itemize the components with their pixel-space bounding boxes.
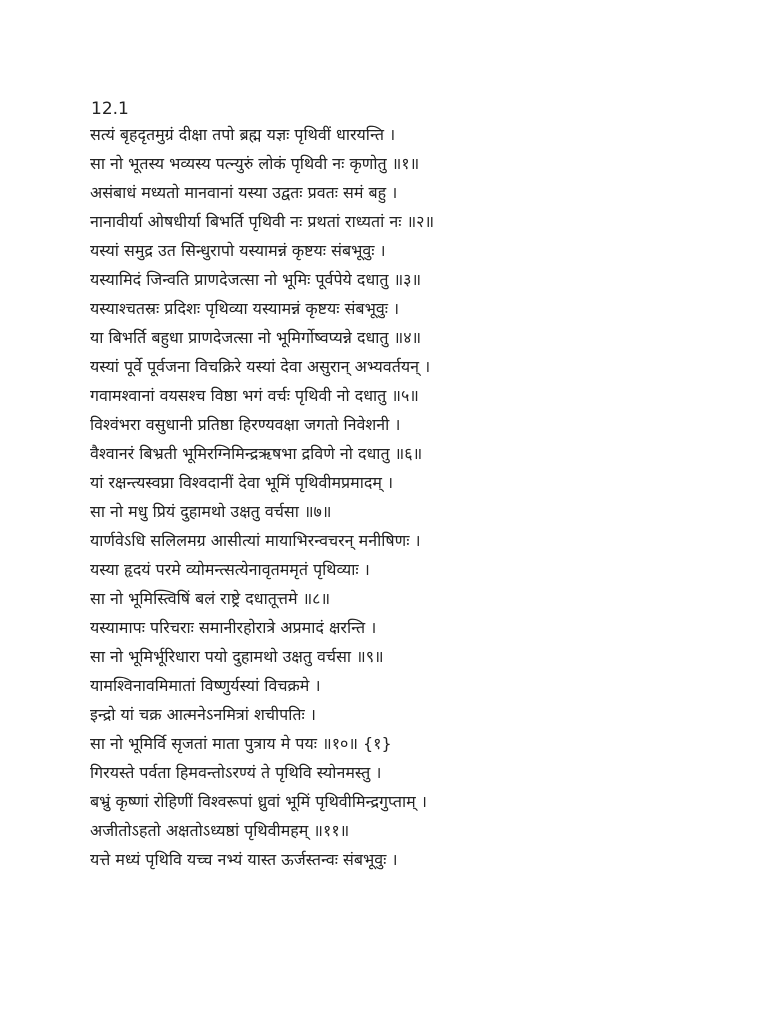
- verse-line: यस्या हृदयं परमे व्योमन्त्सत्येनावृतममृतं पृथिव्याः ।: [90, 560, 370, 579]
- verse-list: [90, 120, 750, 874]
- verse-line: सा नो भूतस्य भव्यस्य पत्न्युरुं लोकं पृथिवी नः कृणोतु ॥१॥: [90, 154, 420, 173]
- verse-line: यस्यां पूर्वे पूर्वजना विचक्रिरे यस्यां देवा असुरान् अभ्यवर्तयन् ।: [90, 357, 431, 376]
- verse-line: सत्यं बृहदृतमुग्रं दीक्षा तपो ब्रह्म यज्ञः पृथिवीं धारयन्ति ।: [90, 125, 396, 144]
- verse-line: यार्णवेऽधि सलिलमग्र आसीत्यां मायाभिरन्वचरन् मनीषिणः ।: [90, 531, 421, 550]
- verse-line: सा नो भूमिर्भूरिधारा पयो दुहामथो उक्षतु वर्चसा ॥९॥: [90, 647, 384, 666]
- verse-line: इन्द्रो यां चक्र आत्मनेऽनमित्रां शचीपतिः ।: [90, 705, 316, 724]
- verse-line: सा नो भूमिर्वि सृजतां माता पुत्राय मे पयः ॥१०॥ {१}: [90, 734, 392, 753]
- verse-line: विश्वंभरा वसुधानी प्रतिष्ठा हिरण्यवक्षा जगतो निवेशनी ।: [90, 415, 401, 434]
- verse-line: यस्यामापः परिचराः समानीरहोरात्रे अप्रमादं क्षरन्ति ।: [90, 618, 377, 637]
- verse-line: बभ्रुं कृष्णां रोहिणीं विश्वरूपां ध्रुवां भूमिं पृथिवीमिन्द्रगुप्ताम् ।: [90, 792, 427, 811]
- verse-line: यामश्विनावमिमातां विष्णुर्यस्यां विचक्रमे ।: [90, 676, 321, 695]
- verse-line: नानावीर्या ओषधीर्या बिभर्ति पृथिवी नः प्रथतां राध्यतां नः ॥२॥: [90, 212, 435, 231]
- verse-line: अजीतोऽहतो अक्षतोऽध्यष्ठां पृथिवीमहम् ॥११॥: [90, 821, 350, 840]
- section-heading: 12.1: [91, 99, 129, 119]
- verse-line: यस्यामिदं जिन्वति प्राणदेजत्सा नो भूमिः पूर्वपेये दधातु ॥३॥: [90, 270, 422, 289]
- verse-line: सा नो मधु प्रियं दुहामथो उक्षतु वर्चसा ॥७॥: [90, 502, 332, 521]
- document-page: [90, 98, 750, 874]
- verse-line: यत्ते मध्यं पृथिवि यच्च नभ्यं यास्त ऊर्जस्तन्वः संबभूवुः ।: [90, 850, 398, 869]
- verse-line: यस्यां समुद्र उत सिन्धुरापो यस्यामन्नं कृष्टयः संबभूवुः ।: [90, 241, 386, 260]
- verse-line: गिरयस्ते पर्वता हिमवन्तोऽरण्यं ते पृथिवि स्योनमस्तु ।: [90, 763, 382, 782]
- verse-line: सा नो भूमिस्त्विषिं बलं राष्ट्रे दधातूत्तमे ॥८॥: [90, 589, 331, 608]
- verse-line: यां रक्षन्त्यस्वप्ना विश्वदानीं देवा भूमिं पृथिवीमप्रमादम् ।: [90, 473, 394, 492]
- verse-line: यस्याश्चतस्रः प्रदिशः पृथिव्या यस्यामन्नं कृष्टयः संबभूवुः ।: [90, 299, 400, 318]
- verse-line: गवामश्वानां वयसश्च विष्ठा भगं वर्चः पृथिवी नो दधातु ॥५॥: [90, 386, 419, 405]
- verse-line: असंबाधं मध्यतो मानवानां यस्या उद्वतः प्रवतः समं बहु ।: [90, 183, 398, 202]
- verse-line: या बिभर्ति बहुधा प्राणदेजत्सा नो भूमिर्गोष्वप्यन्ने दधातु ॥४॥: [90, 328, 422, 347]
- verse-line: वैश्वानरं बिभ्रती भूमिरग्निमिन्द्रऋषभा द्रविणे नो दधातु ॥६॥: [90, 444, 423, 463]
